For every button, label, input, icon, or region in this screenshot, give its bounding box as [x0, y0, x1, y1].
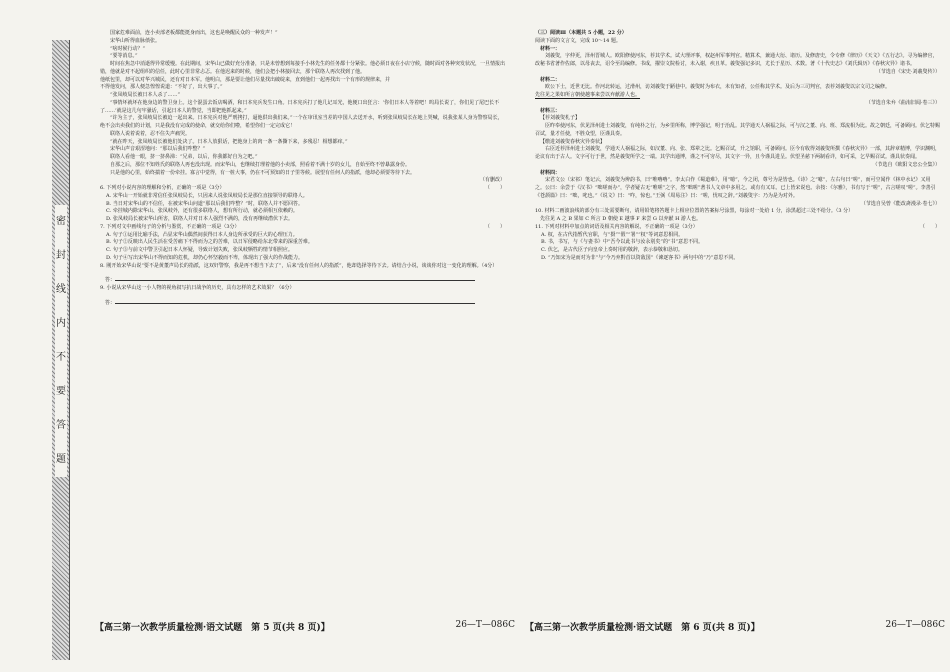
story-paragraph: “要等消息。”	[110, 53, 138, 60]
source-note: （有删改）	[479, 177, 505, 184]
q11-option-d[interactable]: D. “乃知宋为是而对为非”与“今乃弃黔首以资敌国”《谏逐客书》两句中的“乃”意思不同。	[541, 254, 739, 261]
footer-code: 26—T—086C	[455, 620, 515, 630]
footer-code: 26—T—086C	[885, 620, 945, 630]
q7-stem: 7. 下列对文中画线句子的分析与鉴赏，不正确的一项是（3分）	[100, 223, 240, 230]
story-paragraph: “啥时候行动？”	[110, 45, 146, 52]
q6-option-a[interactable]: A. 宋华山一开始就非常信任张凤岐局长，只因来人说张凤岐局长是那位直接领导的联络人。	[106, 192, 308, 199]
q6-option-d[interactable]: D. 张凤岐局长被宋华山所害，联络人并对日本人强烈不满的，没有再继续潜伏下去。	[106, 216, 294, 222]
q10-sentence[interactable]: 先往见 A 之 B 果如 C 所言 D 朝使 E 越事 F 来尝 G 以弃献 H 游人也。	[540, 216, 702, 222]
story-paragraph: 联络人看他一眼，挤一挤鼻涕：“兄弟，以后，你我都好自为之吧。”	[110, 154, 258, 160]
section-intro: 阅读下面的文言文，完成 10～14 题。	[535, 37, 621, 44]
question-10	[535, 208, 940, 224]
q6-option-c[interactable]: C. 牵挂城内除宋华山、张凤岐外，还有很多联络人，想有所行动，就必须相互依赖的。	[106, 208, 298, 215]
q7-option-b[interactable]: B. 句子②反映出人民生活在受苦痛下不得而为之的苦难，以日军侵略给东北带来的深重苦难。	[106, 239, 313, 246]
page-6-footer	[525, 620, 945, 633]
story-paragraph: “事情坏就坏在他身边的警卫身上。这个混蛋去饭店喝酒，和日本宪兵发生口角。日本宪兵打了他几记耳光，他便口出狂言：‘你们日本人等着吧！呜局长说了，你们见了尾巴长不了……’就是这几句牢骚话，引起日本人的警觉，当即把他抓起来。”	[100, 99, 500, 114]
material-2-title: 材料二：	[540, 76, 561, 83]
story-paragraph: 联络人说着说着，忍不住失声痛哭。	[110, 130, 191, 137]
material-4-source: （节选自吴曾《能改斋漫录·卷七》）	[860, 200, 940, 207]
material-4-title: 材料四：	[540, 169, 561, 176]
q8-answer-label: 答：	[105, 277, 116, 284]
material-1-text: 刘羲叟，字仲更，泽州晋城人。欧阳修使河东，荐其学术。试大理评事，权赵州军事判官。精算术，兼通大衍、诸历。及修唐史，令专修《律历》《天文》《五行志》。寻为编修官，改秘书省著作佐郎，以母丧去，诏令至局编修。书成，擢崇文院检讨，未入谢，疾且革。羲叟强记多识，尤长于星历、术数。著《十代史志》《刘氏辑历》《春秋灾异》诸书。	[535, 53, 938, 67]
material-1-source: （节选自《宋史·刘羲叟传》）	[875, 68, 940, 75]
q9-answer-line[interactable]	[115, 293, 475, 304]
story-paragraph: “许为主子，张凤岐局长被迫一起出来。日本宪兵对他严刑拷打，逼他供出我们来。”一个在审讯室当差的中国人去送开水，听到张凤岐局长在地上哭喊，说我张某人身为警察局长，绝不会出卖我们的计划，只是我没有完成的使命，就交给你们啦，希望你们一定完成它！	[100, 115, 503, 129]
q7-option-a[interactable]: A. 句子①运用比喻手法，凸显宋华山偶然间获得日本人身边所承受的巨大的心理压力。	[106, 231, 298, 238]
binding-label: 密 封 线 内 不 要 答 题	[55, 205, 67, 477]
material-2-text: 欧公下士，近世无比。作河北转运，过滑州，访刘羲叟于陋巷中。羲叟时为布衣，未有知者，公任称其学术。及后为三司判官，表荐刘羲叟以宗文司之编修。	[545, 84, 891, 91]
story-paragraph: “就在昨天，张凤岐局长被他们处决了。日本人放狠话，把他身上的肉一条一条撕下来，多残忍！相想都痒。”	[110, 138, 348, 145]
q11-answer-paren[interactable]: （ ）	[919, 223, 940, 230]
story-paragraph: 只是他的心里，始终揣着一份牵挂。寡言中觉得，有一桩大事，仍在不可预知的日子里等候。展望有任何人的指派，他却必须要等待下去。	[110, 169, 416, 176]
story-paragraph: 宋华山声音艰涩地问：“那以后我们咋整？”	[110, 146, 206, 153]
q7-option-d[interactable]: D. 句子④写出宋华山不得而知的危机，却仍心怀坚毅而不卑，体现出了强大的作战能力。	[106, 254, 304, 261]
material-4-text: 宋君文公（宋祁）笔记云，刘羲叟为辨韵书，曰“唯嚕嚕”。李太白作《蜀道难》，用“噫”，今之闭，尊号为是皆也。《诗》之“噫”，左右句曰“嗟”，而可空闻作《林中水记》又用之。公曰：余尝于《汉书》“咄嗟而办”，学者疑古无“唯嗟”之字，然“咄嗟”著书人文章中多用之。或有有又耳。已上皆宋说也。余按：《尔雅》，书有写于“嗟”，古言嗟叹“嗟”。李善引《苍颉篇》曰：“咄，叱也。”《说文》曰：“咋，惊也。”王弼《周易注》曰：“嗟，忧叹之辞。”刘羲叟字：乃为是为对外。	[535, 177, 936, 199]
q11-stem: 11. 下列对材料中加点的词语及相关内容的解说，不正确的一项是（3分）	[535, 223, 698, 230]
story-paragraph: 时间在焦急中消逝得异常缓慢。在此期间，宋华山已做好充分准备，只是未曾想到每接手小林先生的任务都十分紧张。他必须日夜在小店守候，随时面对各种突发状况，一旦情报出错，他就是对不起组织的信任，此时心里非常忐忑。在他迟来的时候，他们会把小林接回去，那个联络人再次找到了他。	[100, 61, 506, 75]
material-1-title: 材料一：	[540, 45, 561, 52]
q7-answer-paren[interactable]: （ ）	[484, 223, 505, 230]
q9-stem: 9. 小说从宋华山这一小人物的视角叙写抗日战争的历史，具有怎样的艺术效果？（6分）	[100, 285, 295, 291]
page-5	[100, 30, 505, 640]
page-6	[535, 30, 940, 640]
q7-option-c[interactable]: C. 句子③与前文中警卫引起日本人怀疑，导致计划失败，张凤岐牺牲的情节相照应。	[106, 247, 293, 253]
material-2-wavy-text: 先往见之果如所言朝使越事来尝以弃献游人也。	[535, 92, 641, 98]
question-9	[100, 285, 505, 308]
q10-stem: 10. 材料二画波浪线的部分有三处需要断句，请用铅笔将答题卡上相应位置的答案标号涂黑，每涂对一处给 1 分，涂黑超过三处不给分。（3 分）	[535, 208, 854, 215]
material-3-source: （节选自《欧阳文忠公全集》）	[872, 161, 940, 168]
story-paragraph: 不得他发问，那人便急惶惶说道：“不好了，出大事了。”	[100, 84, 223, 91]
question-6	[100, 185, 505, 224]
material-3b-text: 右臣近荐泽州进士刘羲叟，学通天人祸福之际，如汉董、向、张、郑辈之比。乞赐召试，升之馆职，可备顾问。臣今有收得刘羲叟所撰《春秋灾异》一部，其辞章精博，学识渊明，论议有出于古人。文字可行于世，然是羲叟所学之一端。其学出通博，谨之不可穷尽，其文字一异，且今谨具进呈。伏望圣慈下两制看详，如可采，乞早赐召试。谨具状奏闻。	[535, 146, 941, 160]
q6-answer-paren[interactable]: （ ）	[484, 185, 505, 191]
story-paragraph: “张凤岐局长被日本人杀了……”	[110, 92, 181, 98]
material-3a-heading: 【荐刘羲叟札子】	[540, 115, 581, 122]
footer-title: 【高三第一次教学质量检测·语文试题 第 5 页(共 8 页)】	[95, 623, 330, 633]
material-3-title: 材料三：	[540, 107, 561, 114]
story-paragraph: 国家危难面前，连小卖部老板都能挺身而出，这也是唤醒民众的一种发声！”	[110, 30, 278, 36]
question-11	[535, 224, 940, 263]
q11-option-c[interactable]: C. 伏乞，是古代臣子向皇帝上奏时用的敬辞，表示恭敬和恳切。	[541, 247, 683, 253]
story-paragraph: 自那之后，那位不知姓氏的联络人再也没出现。而宋华山，也继续打理着他的小卖部，照看着不满十岁的女儿，自始至终不曾暴露身份。	[110, 161, 411, 168]
q11-option-b[interactable]: B. 书，书写，与《与妻书》中“吾今以此书与汝永别矣”的“书”意思不同。	[541, 239, 704, 246]
story-paragraph: 宋华山听得血脉偾张。	[110, 37, 161, 44]
q6-option-b[interactable]: B. 当日对宋华山的不信任，在被宋华山问道“那以后我们咋整？”时，联络人并不愿回答。	[106, 200, 303, 207]
q11-option-a[interactable]: A. 权，在古代指暂代官职，与“摄”“假”“署”“权”等词意思相同。	[541, 231, 684, 238]
q8-answer-line[interactable]	[115, 270, 475, 281]
q9-answer-label: 答：	[105, 299, 116, 306]
page-5-footer	[95, 620, 515, 633]
material-3a-text: 臣昨奉使河东，伏见泽州进士刘羲叟，有纯朴之行，为乡里所称，博学强记，明于治乱。其学通天人祸福之际，可与汉之董、向、班、郑流相为比。故之朝廷，可备顾问。伏乞特赐召试，量才任使，不胜众望，臣谨具奏。	[535, 123, 941, 137]
material-2-source: （节选自朱弁《曲洧旧闻·卷三》）	[865, 99, 940, 106]
section-title: （三）阅读Ⅲ（本题共 5 小题，22 分）	[535, 30, 627, 36]
story-paragraph: 他纸包里，却可以对华兴城民，还有对日本军。他明白，那是要让他们尽量找出破绽来，直到他们一起再找出一个有形的规律来，并	[100, 76, 391, 83]
question-7	[100, 224, 505, 263]
story-text	[100, 30, 505, 177]
material-3b-heading: 【缴进刘羲叟春秋灾异奏状】	[540, 138, 606, 145]
q6-stem: 6. 下列对小说内容的理解和分析，正确的一项是（3分）	[100, 185, 225, 191]
q8-stem: 8. 刚开始宋华山说“要不是黄董声局长的指派，这双奸警察，我是再不想当下去了”，后来“没有任何人的指派”，他却选择等待下去。请结合小说，谈谈你对这一变化的理解。（4分）	[100, 262, 498, 269]
footer-title: 【高三第一次教学质量检测·语文试题 第 6 页(共 8 页)】	[525, 623, 760, 633]
question-8	[100, 263, 505, 286]
